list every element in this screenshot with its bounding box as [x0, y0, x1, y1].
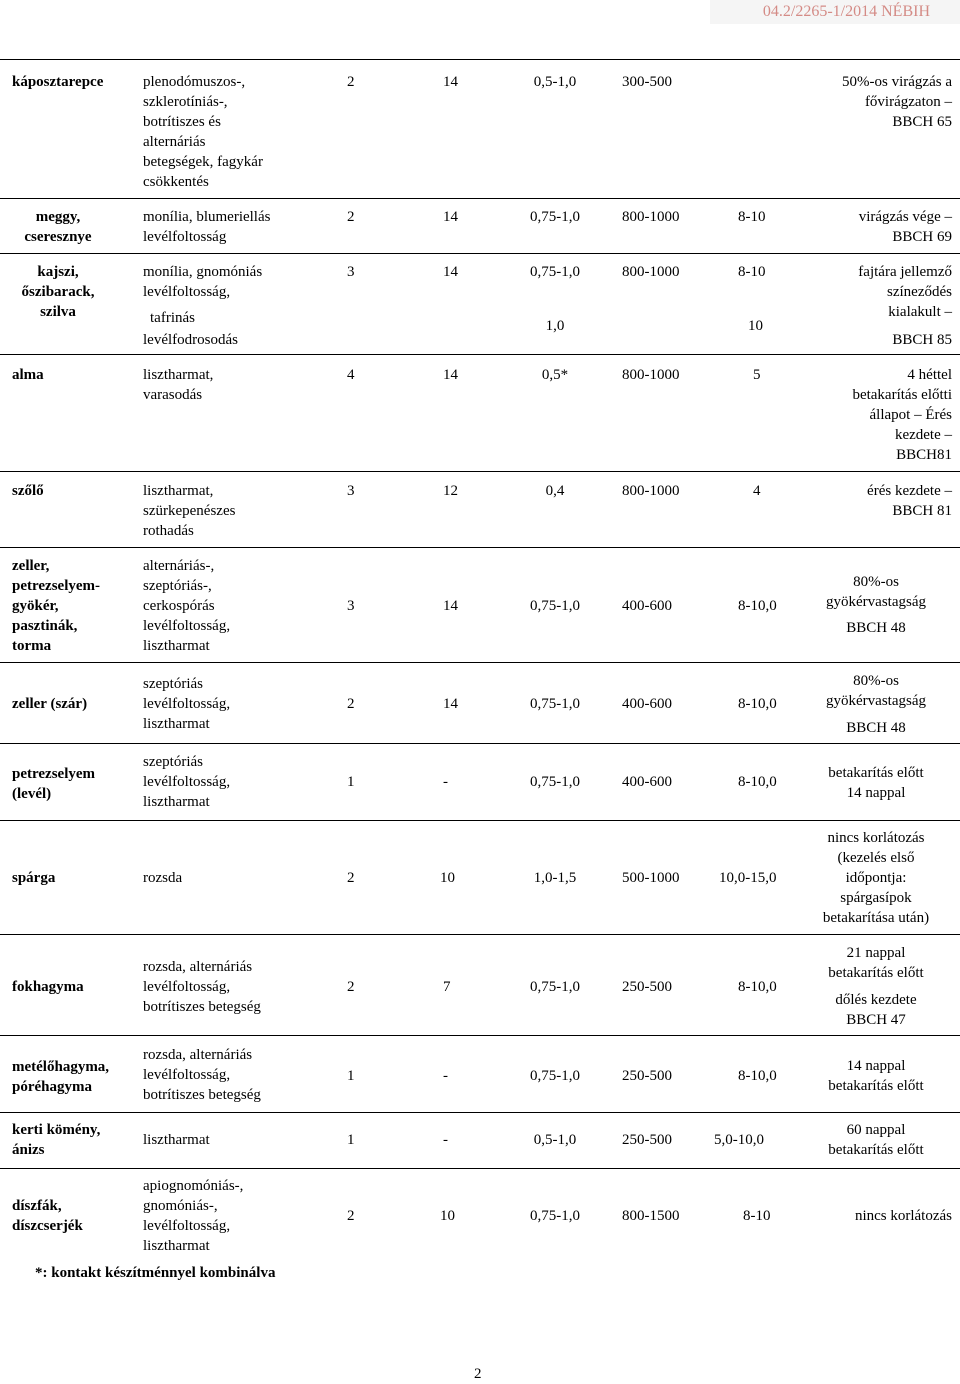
interval-days: 14	[443, 209, 458, 225]
table-rule	[0, 1168, 960, 1169]
dose-value: 4	[347, 367, 355, 383]
note-line: 50%-os virágzás a	[842, 74, 952, 90]
disease-line: monília, gnomóniás	[143, 264, 263, 280]
note-line: 4 héttel	[907, 367, 952, 383]
water-volume: 400-600	[622, 774, 672, 790]
rate-value: 0,75-1,0	[530, 979, 580, 995]
note-line: dőlés kezdete	[835, 992, 917, 1008]
rate-value: 0,75-1,0	[530, 264, 580, 280]
crop-name: ánizs	[12, 1142, 45, 1158]
table-rule	[0, 253, 960, 254]
table-rule	[0, 547, 960, 548]
note-line: BBCH 81	[892, 503, 952, 519]
disease-line: botrítiszes betegség	[143, 999, 261, 1015]
rate-value: 0,4	[545, 483, 565, 499]
note-line: fajtára jellemző	[858, 264, 952, 280]
dose-value: 2	[347, 870, 355, 886]
rate-value: 0,5-1,0	[533, 1132, 577, 1148]
concentration-value: 8-10	[738, 264, 766, 280]
disease-line: varasodás	[143, 387, 203, 403]
note-line: 14 nappal	[846, 785, 906, 801]
rate-value: 0,75-1,0	[530, 696, 580, 712]
table-rule	[0, 198, 960, 199]
note-line: betakarítás előtt	[828, 1142, 924, 1158]
crop-name: meggy,	[35, 209, 81, 225]
crop-name: káposztarepce	[12, 74, 104, 90]
dose-value: 2	[347, 74, 355, 90]
concentration-value: 5,0-10,0	[714, 1132, 764, 1148]
note-line: BBCH 69	[892, 229, 952, 245]
disease-line: lisztharmat	[143, 1238, 210, 1254]
note-line: BBCH 65	[892, 114, 952, 130]
dose-value: 2	[347, 696, 355, 712]
crop-name: petrezselyem	[12, 766, 96, 782]
table-rule	[0, 934, 960, 935]
note-line: érés kezdete –	[867, 483, 952, 499]
disease-line: cerkospórás	[143, 598, 215, 614]
note-line: betakarítása után)	[822, 910, 930, 926]
crop-name: kerti kömény,	[12, 1122, 101, 1138]
note-line: 80%-os	[853, 574, 899, 590]
note-line: nincs korlátozás	[827, 830, 925, 846]
disease-line: alternáriás-,	[143, 558, 215, 574]
disease-line: levélfoltosság,	[143, 696, 231, 712]
rate-value: 1,0-1,5	[533, 870, 577, 886]
water-volume: 250-500	[622, 1132, 672, 1148]
note-line: 60 nappal	[846, 1122, 906, 1138]
note-line: gyökérvastagság	[826, 693, 926, 709]
water-volume: 400-600	[622, 598, 672, 614]
water-volume: 500-1000	[622, 870, 680, 886]
note-line: nincs korlátozás	[854, 1208, 952, 1224]
table-rule	[0, 59, 960, 60]
disease-line: szürkepenészes	[143, 503, 236, 519]
table-rule	[0, 471, 960, 472]
dose-value: 1	[347, 774, 355, 790]
disease-line: levélfodrosodás	[143, 332, 238, 348]
table-rule	[0, 354, 960, 355]
disease-line: rothadás	[143, 523, 194, 539]
note-line: betakarítás előtt	[828, 765, 924, 781]
crop-name: pasztinák,	[12, 618, 78, 634]
dose-value: 3	[347, 598, 355, 614]
note-line: (kezelés első	[837, 850, 915, 866]
water-volume: 250-500	[622, 979, 672, 995]
interval-days: -	[443, 1132, 448, 1148]
water-volume: 800-1000	[622, 264, 680, 280]
disease-line: levélfoltosság	[143, 229, 227, 245]
note-line: spárgasípok	[840, 890, 912, 906]
crop-name: alma	[12, 367, 44, 383]
note-line: BBCH 48	[846, 620, 906, 636]
crop-name: petrezselyem-	[12, 578, 101, 594]
concentration-value: 8-10,0	[738, 979, 777, 995]
crop-name: zeller (szár)	[12, 696, 88, 712]
crop-name: metélőhagyma,	[12, 1059, 110, 1075]
rate-value: 0,75-1,0	[530, 598, 580, 614]
crop-name: díszcserjék	[12, 1218, 83, 1234]
footnote: *: kontakt készítménnyel kombinálva	[35, 1265, 276, 1281]
water-volume: 300-500	[622, 74, 672, 90]
disease-line: monília, blumeriellás	[143, 209, 271, 225]
interval-days: -	[443, 774, 448, 790]
disease-line: lisztharmat	[143, 1132, 210, 1148]
disease-line: alternáriás	[143, 134, 206, 150]
table-rule	[0, 1112, 960, 1113]
note-line: betakarítás előtti	[852, 387, 952, 403]
dose-value: 2	[347, 209, 355, 225]
table-rule	[0, 1035, 960, 1036]
disease-line: csökkentés	[143, 174, 209, 190]
note-line: időpontja:	[845, 870, 907, 886]
interval-days: 14	[443, 696, 458, 712]
concentration-value: 10	[748, 318, 763, 334]
disease-line: levélfoltosság,	[143, 1067, 231, 1083]
note-line: BBCH81	[896, 447, 952, 463]
concentration-value: 8-10,0	[738, 598, 777, 614]
table-rule	[0, 743, 960, 744]
note-line: betakarítás előtt	[828, 1078, 924, 1094]
disease-line: levélfoltosság,	[143, 618, 231, 634]
interval-days: 12	[443, 483, 458, 499]
concentration-value: 5	[753, 367, 761, 383]
interval-days: -	[443, 1068, 448, 1084]
crop-name: kajszi,	[37, 264, 79, 280]
rate-value: 0,75-1,0	[530, 209, 580, 225]
disease-line: lisztharmat	[143, 794, 210, 810]
concentration-value: 8-10,0	[738, 1068, 777, 1084]
interval-days: 10	[440, 870, 455, 886]
crop-name: fokhagyma	[12, 979, 84, 995]
water-volume: 800-1000	[622, 209, 680, 225]
disease-line: rozsda, alternáriás	[143, 1047, 253, 1063]
water-volume: 800-1000	[622, 367, 680, 383]
disease-line: rozsda	[143, 870, 183, 886]
disease-line: lisztharmat,	[143, 367, 214, 383]
page-number: 2	[474, 1366, 482, 1382]
note-line: fővirágzaton –	[864, 94, 952, 110]
water-volume: 800-1500	[622, 1208, 680, 1224]
note-line: 14 nappal	[846, 1058, 906, 1074]
disease-line: szeptóriás-,	[143, 578, 212, 594]
concentration-value: 8-10	[743, 1208, 771, 1224]
disease-line: betegségek, fagykár	[143, 154, 263, 170]
water-volume: 800-1000	[622, 483, 680, 499]
crop-name: díszfák,	[12, 1198, 62, 1214]
crop-name: (levél)	[12, 786, 52, 802]
crop-name: zeller,	[12, 558, 50, 574]
note-line: kezdete –	[894, 427, 952, 443]
interval-days: 14	[443, 74, 458, 90]
disease-line: lisztharmat	[143, 638, 210, 654]
disease-line: botrítiszes betegség	[143, 1087, 261, 1103]
disease-line: szeptóriás	[143, 754, 203, 770]
disease-line: levélfoltosság,	[143, 979, 231, 995]
document-header: 04.2/2265-1/2014 NÉBIH	[710, 0, 960, 24]
crop-name: torma	[12, 638, 52, 654]
crop-name: őszibarack,	[21, 284, 95, 300]
note-line: BBCH 48	[846, 720, 906, 736]
disease-line: levélfoltosság,	[143, 774, 231, 790]
rate-value: 0,75-1,0	[530, 1208, 580, 1224]
note-line: BBCH 85	[892, 332, 952, 348]
rate-value: 1,0	[545, 318, 565, 334]
dose-value: 3	[347, 483, 355, 499]
interval-days: 7	[443, 979, 451, 995]
disease-line: lisztharmat,	[143, 483, 214, 499]
concentration-value: 8-10,0	[738, 696, 777, 712]
disease-line: botrítiszes és	[143, 114, 221, 130]
dose-value: 3	[347, 264, 355, 280]
disease-line: lisztharmat	[143, 716, 210, 732]
water-volume: 400-600	[622, 696, 672, 712]
disease-line: rozsda, alternáriás	[143, 959, 253, 975]
note-line: 80%-os	[853, 673, 899, 689]
note-line: állapot – Érés	[869, 407, 952, 423]
interval-days: 10	[440, 1208, 455, 1224]
dose-value: 2	[347, 979, 355, 995]
crop-name: póréhagyma	[12, 1079, 92, 1095]
rate-value: 0,75-1,0	[530, 1068, 580, 1084]
crop-name: gyökér,	[12, 598, 59, 614]
disease-line: plenodómuszos-,	[143, 74, 246, 90]
crop-name: spárga	[12, 870, 56, 886]
disease-line: szklerotíniás-,	[143, 94, 228, 110]
rate-value: 0,5-1,0	[533, 74, 577, 90]
crop-name: cseresznye	[24, 229, 92, 245]
dose-value: 2	[347, 1208, 355, 1224]
disease-line: levélfoltosság,	[143, 284, 231, 300]
rate-value: 0,5*	[541, 367, 569, 383]
interval-days: 14	[443, 264, 458, 280]
note-line: betakarítás előtt	[828, 965, 924, 981]
note-line: virágzás vége –	[858, 209, 952, 225]
rate-value: 0,75-1,0	[530, 774, 580, 790]
disease-line: szeptóriás	[143, 676, 203, 692]
concentration-value: 10,0-15,0	[719, 870, 777, 886]
concentration-value: 8-10,0	[738, 774, 777, 790]
concentration-value: 8-10	[738, 209, 766, 225]
dose-value: 1	[347, 1068, 355, 1084]
disease-line: tafrinás	[150, 310, 195, 326]
disease-line: levélfoltosság,	[143, 1218, 231, 1234]
concentration-value: 4	[753, 483, 761, 499]
disease-line: apiognomóniás-,	[143, 1178, 244, 1194]
disease-line: gnomóniás-,	[143, 1198, 218, 1214]
interval-days: 14	[443, 367, 458, 383]
table-rule	[0, 662, 960, 663]
table-rule	[0, 820, 960, 821]
crop-name: szilva	[40, 304, 76, 320]
note-line: gyökérvastagság	[826, 594, 926, 610]
crop-name: szőlő	[12, 483, 44, 499]
dose-value: 1	[347, 1132, 355, 1148]
note-line: 21 nappal	[846, 945, 906, 961]
interval-days: 14	[443, 598, 458, 614]
note-line: kialakult –	[888, 304, 952, 320]
water-volume: 250-500	[622, 1068, 672, 1084]
note-line: színeződés	[887, 284, 952, 300]
note-line: BBCH 47	[846, 1012, 906, 1028]
